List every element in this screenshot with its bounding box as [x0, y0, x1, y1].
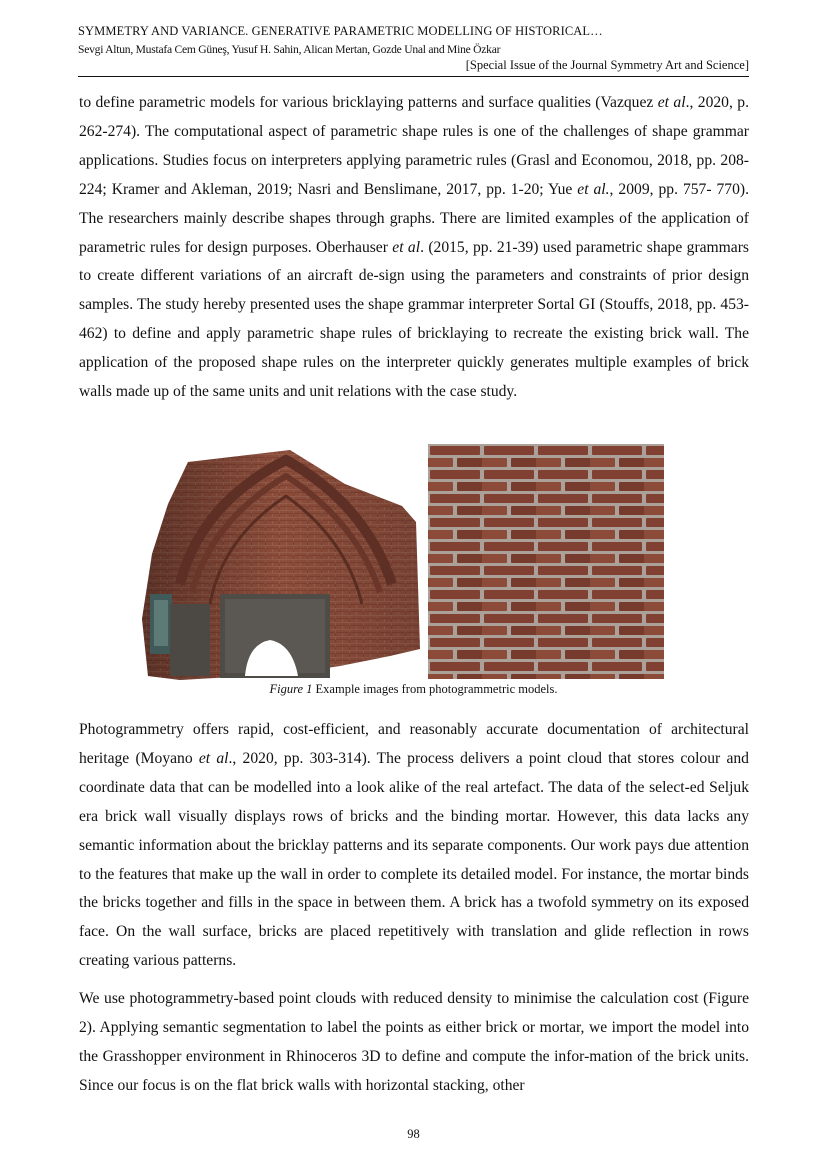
- p1-text-b: ., 2020, p. 262-274). The computational aspect of parametric shape rules is one of the challenges of shape grammar applications. Studies focus on interpreters applying parametric rules (Grasl and Economou, 2018, pp. 208-224; Kramer and Akleman, 2019; Nasri and Benslimane, 2017, pp. 1-20; Yue: [79, 94, 749, 198]
- figure-label: Figure 1: [269, 682, 313, 696]
- paragraph-2: [79, 716, 749, 976]
- p1-em-b: et al.: [577, 180, 610, 198]
- running-header-title: SYMMETRY AND VARIANCE. GENERATIVE PARAMETRIC MODELLING OF HISTORICAL…: [78, 24, 603, 38]
- p1-em-c: et al: [392, 238, 421, 256]
- figure-brick-arch-model: [140, 444, 422, 681]
- p1-text-a: to define parametric models for various bricklaying patterns and surface qualities (Vazquez: [79, 94, 658, 111]
- page-number: 98: [407, 1127, 420, 1141]
- running-header-journal: [Special Issue of the Journal Symmetry Art and Science]: [465, 58, 749, 72]
- figure-caption: [0, 682, 827, 697]
- p2-text-a: Photogrammetry offers rapid, cost-efficient, and reasonably accurate documentation of architectural heritage (Moyano: [79, 721, 749, 767]
- paragraph-3: We use photogrammetry-based point clouds with reduced density to minimise the calculation cost (Figure 2). Applying semantic segmentation to label the points as either brick or mortar, we import the model into the Grasshopper environment in Rhinoceros 3D to define and compute the infor-mation of the brick units. Since our focus is on the flat brick walls with horizontal stacking, other: [79, 990, 749, 1094]
- header-rule: [78, 76, 749, 77]
- figure-caption-text: Example images from photogrammetric models.: [312, 682, 558, 696]
- paragraph-1: [79, 89, 749, 407]
- figure-brick-wall-texture: [428, 444, 664, 679]
- p1-text-d: . (2015, pp. 21-39) used parametric shape grammars to create different variations of an aircraft de-sign using the parameters and constraints of prior design samples. The study hereby presented uses the shape grammar interpreter Sortal GI (Stouffs, 2018, pp. 453-462) to define and apply parametric shape rules of bricklaying to recreate the existing brick wall. The application of the proposed shape rules on the interpreter quickly generates multiple examples of brick walls made up of the same units and unit relations with the case study.: [79, 238, 749, 401]
- running-header-authors: Sevgi Altun, Mustafa Cem Güneş, Yusuf H. Sahin, Alican Mertan, Gozde Unal and Mine Özkar: [78, 43, 501, 56]
- p2-text-b: ., 2020, pp. 303-314). The process delivers a point cloud that stores colour and coordinate data that can be modelled into a look alike of the real artefact. The data of the select-ed Seljuk era brick wall visually displays rows of bricks and the binding mortar. However, this data lacks any semantic information about the bricklay patterns and its separate components. Our work pays due attention to the features that make up the wall in order to complete its detailed model. For instance, the mortar binds the bricks together and fills in the space in between them. A brick has a twofold symmetry on its exposed face. On the wall surface, bricks are placed repetitively with translation and glide reflection in rows creating various patterns.: [79, 749, 749, 970]
- p2-em-a: et al: [198, 749, 229, 767]
- p1-em-a: et al: [657, 94, 686, 111]
- p1-text-c: , 2009, pp. 757- 770). The researchers mainly describe shapes through graphs. There are limited examples of the application of parametric rules for design purposes. Oberhauser: [79, 180, 749, 256]
